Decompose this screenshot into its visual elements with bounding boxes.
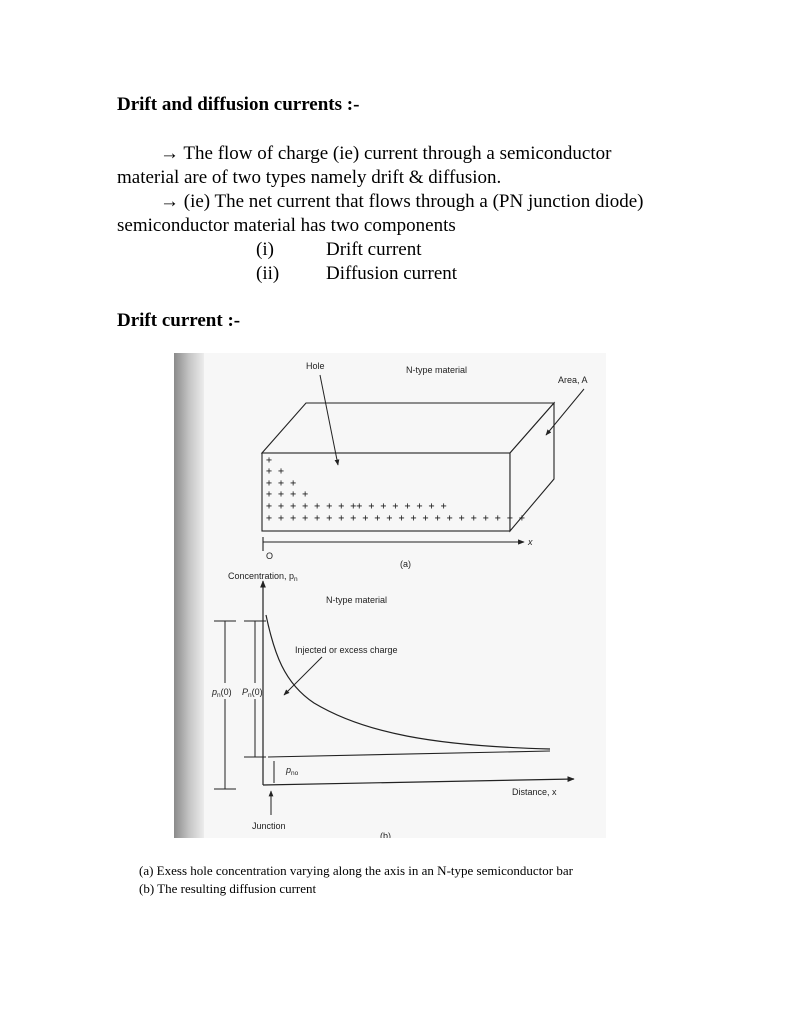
n-type-label-b: N-type material <box>326 595 388 605</box>
n-type-label-a: N-type material <box>406 365 468 375</box>
svg-text:+ + +: + + + <box>266 478 297 489</box>
paragraph-charge-flow: → The flow of charge (ie) current through a semiconductor material are of two types namely drift & diffusion. <box>117 143 612 188</box>
x-axis-label-a: x <box>528 537 533 547</box>
list-number: (ii) <box>256 263 280 284</box>
concentration-axis-label: Concentration, $p_n$ <box>228 571 298 583</box>
list-number: (i) <box>256 239 274 260</box>
Pn0-label: $P_n(0)$ <box>242 687 263 699</box>
svg-text:+ +: + + <box>266 466 285 477</box>
svg-text:+ + + + + + + ++ + + + + + +: + + + + + + + ++ + + + + + + + <box>266 501 447 512</box>
hole-label: Hole <box>306 361 325 371</box>
excess-charge-label: Injected or excess charge <box>295 645 398 655</box>
area-label: Area, A <box>558 375 588 385</box>
caption-b: (b) The resulting diffusion current <box>139 881 317 896</box>
origin-label: O <box>266 551 274 561</box>
panel-label-a: (a) <box>400 559 411 569</box>
list-text: Drift current <box>326 239 422 260</box>
svg-text:+: + <box>266 455 273 466</box>
distance-axis-label: Distance, x <box>512 787 557 797</box>
panel-label-b: (b) <box>380 831 391 838</box>
caption-a: (a) Exess hole concentration varying along the axis in an N-type semiconductor bar <box>139 863 573 878</box>
svg-text:+ + + + + + + + + + + + + + +: + + + + + + + + + + + + + + + + + + + + + + <box>266 513 525 524</box>
section-heading-drift-diffusion: Drift and diffusion currents :- <box>117 94 360 115</box>
svg-text:+ + + +: + + + + <box>266 489 309 500</box>
hole-concentration-figure <box>174 353 606 838</box>
section-heading-drift-current: Drift current :- <box>117 310 241 331</box>
junction-label: Junction <box>252 821 286 831</box>
scan-shadow <box>174 353 204 838</box>
pn0-label: $p_n(0)$ <box>212 687 232 699</box>
figure-svg <box>174 353 606 838</box>
list-text: Diffusion current <box>326 263 458 284</box>
pno-label: $p_{no}$ <box>286 765 299 777</box>
paragraph-net-current: → (ie) The net current that flows through a (PN junction diode) semiconductor material has two components <box>117 191 644 236</box>
